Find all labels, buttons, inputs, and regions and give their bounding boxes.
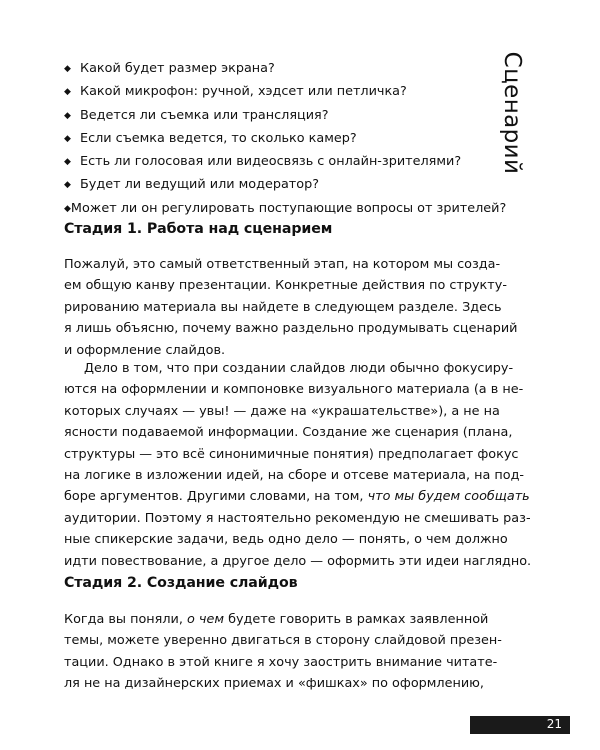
text-line: структуры — это всё синонимичные понятия) предполагает фокус bbox=[64, 446, 519, 462]
text-line: Когда вы поняли, о чем будете говорить в рамках заявленной bbox=[64, 612, 489, 627]
text-line: ные спикерские задачи, ведь одно дело — понять, о чем должно bbox=[64, 532, 508, 548]
bullet-diamond-icon: ◆ bbox=[64, 110, 71, 121]
text-line: боре аргументов. Другими словами, на том, что мы будем сообщать bbox=[64, 489, 530, 505]
text-line: идти повествование, а другое дело — оформить эти идеи наглядно. bbox=[64, 553, 532, 569]
bullet-diamond-icon: ◆ bbox=[64, 64, 71, 74]
paragraph-2 bbox=[64, 358, 532, 572]
paragraph-3 bbox=[64, 609, 502, 695]
list-item: ◆ Какой микрофон: ручной, хэдсет или петличка? bbox=[64, 81, 494, 104]
text-line: Пожалуй, это самый ответственный этап, на котором мы созда- bbox=[64, 257, 501, 272]
paragraph-1 bbox=[64, 254, 518, 361]
chapter-side-label bbox=[492, 51, 532, 175]
text-line: ля не на дизайнерских приемах и «фишках» по оформлению, bbox=[64, 676, 484, 692]
text-line: рированию материала вы найдете в следующем разделе. Здесь bbox=[64, 299, 502, 315]
section-heading-stage-2: Стадия 2. Создание слайдов bbox=[64, 575, 298, 591]
emphasis: о чем bbox=[187, 612, 225, 627]
text-line: я лишь объясню, почему важно раздельно продумывать сценарий bbox=[64, 321, 518, 337]
page-number-bar bbox=[470, 716, 570, 734]
list-item: ◆ Будет ли ведущий или модератор? bbox=[64, 174, 494, 197]
section-heading-stage-1: Стадия 1. Работа над сценарием bbox=[64, 221, 333, 237]
text-line: ем общую канву презентации. Конкретные действия по структу- bbox=[64, 278, 507, 294]
list-item: ◆ Какой будет размер экрана? bbox=[64, 58, 494, 81]
text-line: и оформление слайдов. bbox=[64, 342, 226, 358]
emphasis: что мы будем сообщать bbox=[367, 489, 530, 505]
bullet-diamond-icon: ◆ bbox=[64, 157, 71, 168]
chapter-title: Сценарий bbox=[499, 51, 525, 175]
bullet-list bbox=[64, 58, 507, 221]
list-item: ◆ Может ли он регулировать поступающие вопросы от зрителей? bbox=[64, 198, 494, 221]
bullet-diamond-icon: ◆ bbox=[64, 133, 71, 144]
text-line: ются на оформлении и компоновке визуального материала (а в не- bbox=[64, 382, 524, 398]
page-number: 21 bbox=[546, 717, 562, 731]
text-line: на логике в изложении идей, на сборе и отсеве материала, на под- bbox=[64, 468, 525, 484]
text-line: которых случаях — увы! — даже на «украшательстве»), а не на bbox=[64, 403, 500, 419]
bullet-diamond-icon: ◆ bbox=[64, 87, 71, 98]
text-line: тации. Однако в этой книге я хочу заострить внимание читате- bbox=[64, 654, 498, 670]
text-line: аудитории. Поэтому я настоятельно рекомендую не смешивать раз- bbox=[64, 510, 531, 526]
list-item: ◆ Если съемка ведется, то сколько камер? bbox=[64, 128, 494, 151]
text-line: темы, можете уверенно двигаться в сторону слайдовой презен- bbox=[64, 633, 502, 649]
list-item: ◆ Есть ли голосовая или видеосвязь с онлайн-зрителями? bbox=[64, 151, 494, 174]
text-line: Дело в том, что при создании слайдов люди обычно фокусиру- bbox=[84, 361, 514, 376]
list-item: ◆ Ведется ли съемка или трансляция? bbox=[64, 105, 494, 128]
bullet-diamond-icon: ◆ bbox=[64, 180, 71, 191]
bullet-diamond-icon: ◆ bbox=[64, 203, 71, 214]
text-line: ясности подаваемой информации. Создание же сценария (плана, bbox=[64, 425, 513, 441]
